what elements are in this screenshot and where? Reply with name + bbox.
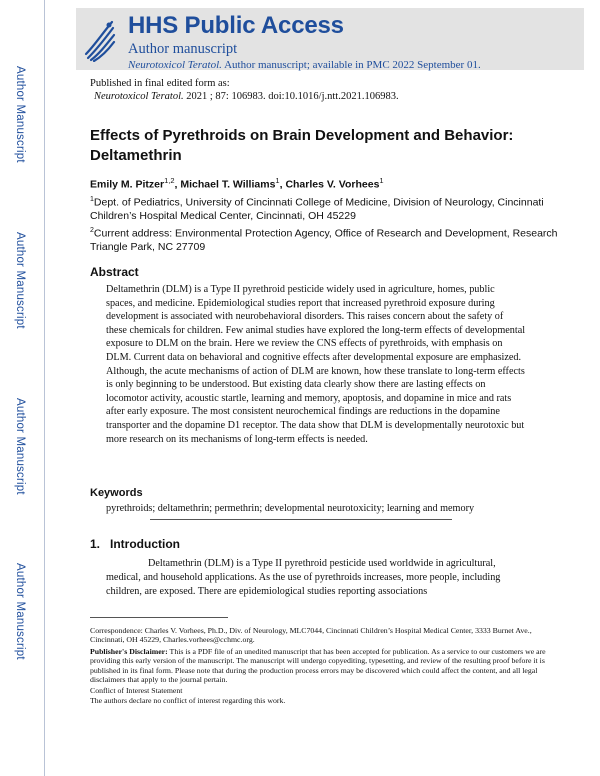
- keywords-text: pyrethroids; deltamethrin; permethrin; developmental neurotoxicity; learning and memory: [106, 503, 475, 514]
- availability-text: Author manuscript; available in PMC 2022 September 01.: [221, 59, 481, 71]
- publication-info: [90, 78, 399, 103]
- margin-divider: [44, 0, 45, 776]
- publisher-disclaimer: [90, 647, 558, 685]
- footnotes: [90, 626, 558, 707]
- citation-journal: Neurotoxicol Teratol.: [94, 90, 184, 102]
- author-separator: ,: [279, 178, 286, 191]
- disclaimer-text: This is a PDF file of an unedited manuscript that has been accepted for publication. As a service to our customers we are providing this early version of the manuscript. The manuscript will undergo copyediting, typesetting, and review of the resulting proof before it is published in its final form. Please note that during the production process errors may be discovered which could affect the content, and all legal disclaimers that apply to the journal pertain.: [90, 646, 546, 685]
- affiliation-marker: 2: [90, 227, 94, 234]
- citation: [90, 91, 399, 104]
- affiliation: [90, 224, 560, 254]
- hhs-eagle-logo-icon: [82, 14, 116, 62]
- author-name: Charles V. Vorhees: [285, 178, 380, 191]
- side-label-author-manuscript: Author Manuscript: [14, 563, 26, 660]
- hhs-header: [76, 8, 584, 70]
- affiliation-text: Dept. of Pediatrics, University of Cincinnati College of Medicine, Division of Neurology, Cincinnati Children’s Hospital Medical Center, Cincinnati, OH 45229: [90, 196, 544, 222]
- introduction-text: Deltamethrin (DLM) is a Type II pyrethroid pesticide used worldwide in agricultural, medical, and household applications. As the use of pyrethroids increases, more people, including children, are exposed. There are epidemiological studies reporting associations: [106, 558, 501, 597]
- author-list: [90, 176, 384, 191]
- author-affiliation-marker: 1: [275, 176, 280, 185]
- abstract-text: Deltamethrin (DLM) is a Type II pyrethroid pesticide widely used in agriculture, homes, public spaces, and medicine. Epidemiological studies report that increased pyrethroid exposure during development is associated with neurobehavioral disorders. This raises concern about the safety of these chemicals for children. Few animal studies have explored the long-term effects of developmental exposure to DLM on the brain. Here we review the CNS effects of pyrethroids, with emphasis on DLM. Current data on behavioral and cognitive effects after developmental exposure are emphasized. Although, the acute mechanisms of action of DLM are known, how these translate to long-term effects is only beginning to be understood. But existing data clearly show there are lasting effects on locomotor activity, acoustic startle, learning and memory, apoptosis, and dopamine in mice and rats after early exposure. The most consistent neurochemical findings are reductions in the dopamine transporter and the dopamine D1 receptor. The data show that DLM is developmentally neurotoxic but more research on its mechanisms of long-term effects is needed.: [106, 284, 526, 445]
- article-title: Effects of Pyrethroids on Brain Development and Behavior: Deltamethrin: [90, 127, 514, 164]
- author-name: Emily M. Pitzer: [90, 178, 165, 191]
- journal-name: Neurotoxicol Teratol.: [128, 59, 222, 71]
- coi-heading: Conflict of Interest Statement: [90, 686, 183, 696]
- affiliation: [90, 193, 560, 223]
- section-title: Introduction: [110, 537, 180, 551]
- introduction-heading: [90, 537, 180, 551]
- author-affiliation-marker: 1: [379, 176, 384, 185]
- keywords-heading: Keywords: [90, 487, 143, 499]
- coi-text: The authors declare no conflict of interest regarding this work.: [90, 695, 286, 705]
- hhs-public-access-title: HHS Public Access: [128, 12, 344, 39]
- affiliation-marker: 1: [90, 196, 94, 203]
- author-manuscript-subtitle: Author manuscript: [128, 41, 238, 57]
- author-separator: ,: [174, 178, 181, 191]
- side-label-author-manuscript: Author Manuscript: [14, 398, 26, 495]
- side-label-author-manuscript: Author Manuscript: [14, 232, 26, 329]
- author-affiliation-marker: 1,2: [164, 176, 175, 185]
- keywords-divider: [150, 519, 452, 520]
- side-label-author-manuscript: Author Manuscript: [14, 66, 26, 163]
- published-label: Published in final edited form as:: [90, 78, 230, 89]
- availability-line: [128, 59, 481, 71]
- footnote-divider: [90, 617, 228, 618]
- section-number: 1.: [90, 537, 101, 551]
- affiliation-text: Current address: Environmental Protection Agency, Office of Research and Development, Research Triangle Park, NC 27709: [90, 227, 558, 253]
- author-name: Michael T. Williams: [180, 178, 276, 191]
- disclaimer-label: Publisher's Disclaimer:: [90, 646, 168, 656]
- citation-details: 2021 ; 87: 106983. doi:10.1016/j.ntt.2021.106983.: [183, 90, 399, 102]
- correspondence-note: Correspondence: Charles V. Vorhees, Ph.D., Div. of Neurology, MLC7044, Cincinnati Children’s Hospital Medical Center, 3333 Burnet Ave., Cincinnati, OH 45229, Charles.vorhees@cchmc.org.: [90, 626, 532, 645]
- abstract-heading: Abstract: [90, 265, 139, 279]
